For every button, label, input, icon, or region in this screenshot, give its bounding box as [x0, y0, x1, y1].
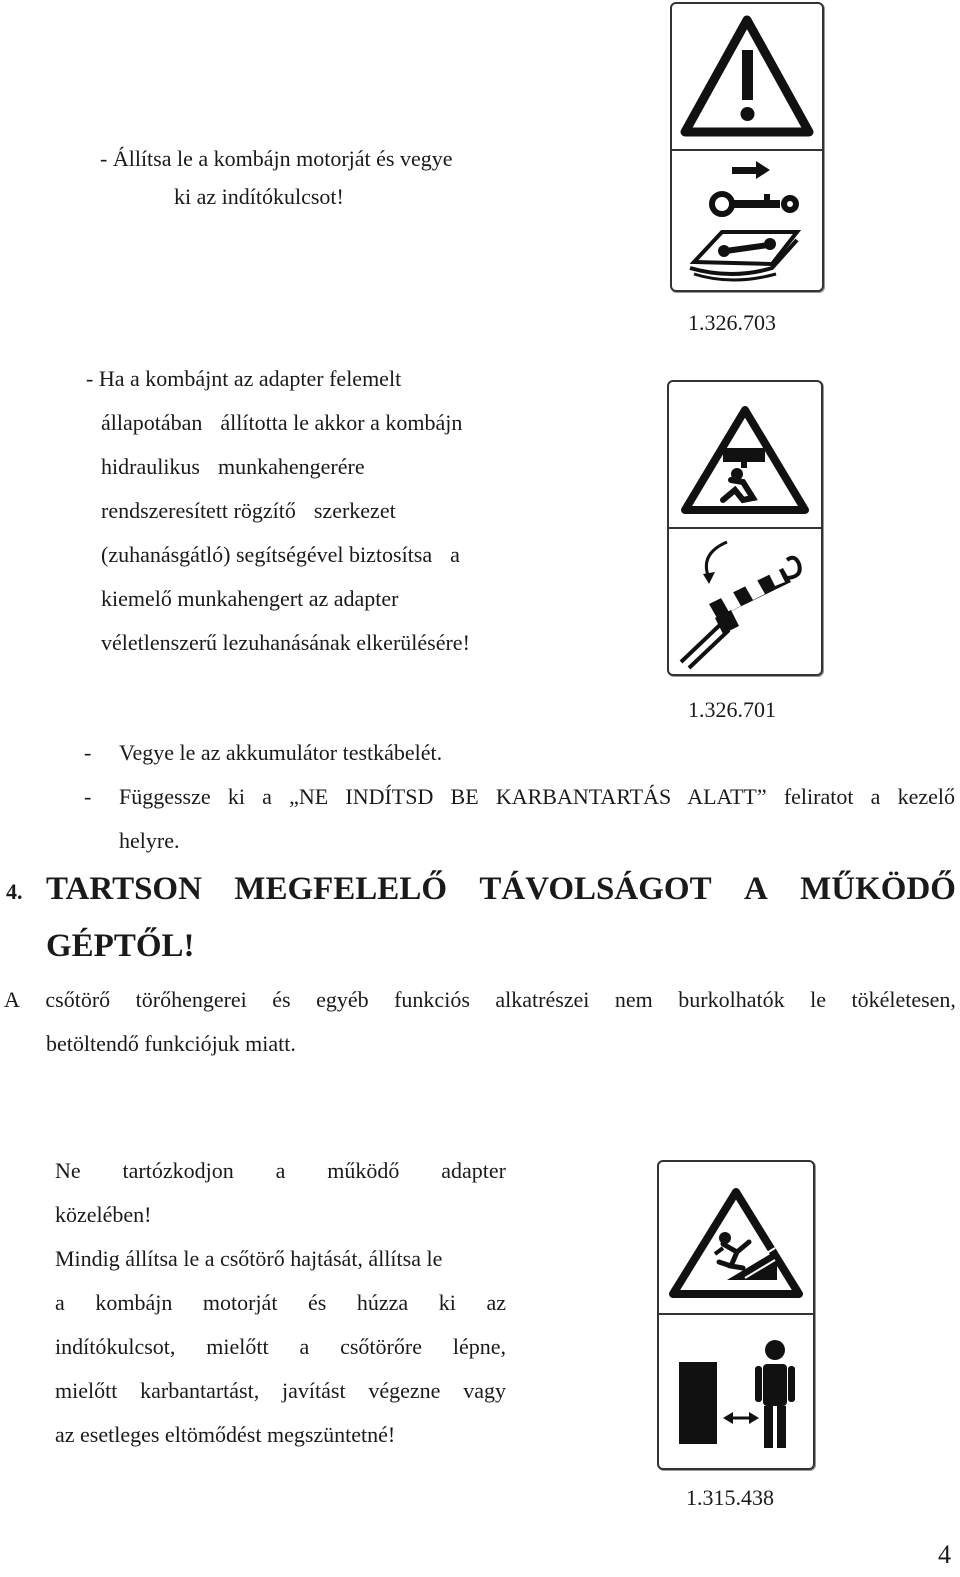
- instruction-lock-line2: [101, 401, 462, 445]
- block3-line: [55, 1369, 506, 1413]
- text-fragment: a: [450, 542, 460, 567]
- sign-code: 1.326.701: [688, 697, 776, 722]
- safety-sign-keep-distance: [657, 1160, 815, 1470]
- section-heading: [46, 861, 956, 917]
- word: az: [486, 1290, 506, 1315]
- word: nem: [614, 987, 653, 1012]
- word: a: [299, 1334, 310, 1359]
- word: kombájn: [95, 1290, 173, 1315]
- word: mielőtt: [55, 1378, 118, 1403]
- heading-word: MEGFELELŐ: [234, 871, 447, 907]
- word: és: [308, 1290, 327, 1315]
- word: húzza: [356, 1290, 409, 1315]
- section-heading-cont: GÉPTŐL!: [46, 928, 195, 964]
- word: a: [275, 1158, 286, 1183]
- block3-line: [55, 1325, 506, 1369]
- arrow-right-icon: [732, 161, 770, 179]
- crush-hazard-icon: [685, 410, 805, 510]
- fall-hazard-icon: [673, 1192, 799, 1294]
- instruction-lock-line4: [101, 489, 396, 533]
- instruction-lock-line6: kiemelő munkahengert az adapter: [101, 586, 399, 611]
- text-fragment: szerkezet: [313, 498, 396, 523]
- word: működő: [327, 1158, 400, 1183]
- page-number: 4: [938, 1540, 951, 1569]
- list-item-battery: Vegye le az akkumulátor testkábelét.: [119, 740, 443, 765]
- text-fragment: rendszeresített rögzítő: [101, 498, 296, 523]
- word: lépne,: [452, 1334, 506, 1359]
- block3-line: Mindig állítsa le a csőtörő hajtását, állítsa le: [55, 1246, 443, 1271]
- block3-line: az esetleges eltömődést megszüntetné!: [55, 1422, 396, 1447]
- block3-line: [55, 1281, 506, 1325]
- block3-line: [55, 1149, 506, 1193]
- text-fragment: (zuhanásgátló) segítségével biztosítsa: [101, 542, 433, 567]
- instruction-lock-line5: [101, 533, 460, 577]
- word: javítást: [282, 1378, 346, 1403]
- word: a: [55, 1290, 65, 1315]
- word: alkatrészei: [495, 987, 590, 1012]
- word: végezne: [368, 1378, 441, 1403]
- word: mielőtt: [206, 1334, 269, 1359]
- instruction-lock-line7: véletlenszerű lezuhanásának elkerülésére!: [101, 630, 470, 655]
- key-icon: [712, 194, 799, 214]
- word: Ne: [55, 1158, 81, 1183]
- word: egyéb: [316, 987, 369, 1012]
- heading-word: MŰKÖDŐ: [800, 871, 956, 907]
- word: burkolhatók: [678, 987, 785, 1012]
- safety-sign-stop-engine: [670, 2, 824, 292]
- word: ki: [438, 1290, 456, 1315]
- text-fragment: munkahengerére: [218, 454, 365, 479]
- word: adapter: [441, 1158, 506, 1183]
- instruction-lock-line1: - Ha a kombájnt az adapter felemelt: [86, 366, 402, 391]
- word: funkciós: [394, 987, 470, 1012]
- sign-code: 1.315.438: [686, 1485, 774, 1510]
- word: tartózkodjon: [122, 1158, 234, 1183]
- text-fragment: állította le akkor a kombájn: [220, 410, 463, 435]
- heading-word: A: [743, 871, 768, 907]
- word: törőhengerei: [135, 987, 247, 1012]
- safe-distance-icon: [679, 1340, 795, 1448]
- list-bullet: -: [84, 740, 92, 765]
- list-item-sign: Függessze ki a „NE INDÍTSD BE KARBANTARTÁS ALATT” feliratot a kezelő: [119, 784, 955, 809]
- cylinder-lock-icon: [681, 542, 800, 668]
- word: tökéletesen,: [851, 987, 956, 1012]
- section-number: 4.: [6, 879, 23, 904]
- word: vagy: [463, 1378, 506, 1403]
- word: csőtörőre: [340, 1334, 422, 1359]
- heading-word: TARTSON: [46, 871, 202, 907]
- paragraph-line: betöltendő funkciójuk miatt.: [46, 1031, 296, 1056]
- word: le: [810, 987, 826, 1012]
- list-bullet: -: [84, 784, 92, 809]
- instruction-stop-engine: - Állítsa le a kombájn motorját és vegye: [100, 146, 453, 171]
- word: motorját: [202, 1290, 278, 1315]
- paragraph-line: [4, 978, 956, 1022]
- word: karbantartást,: [140, 1378, 260, 1403]
- text-fragment: állapotában: [101, 410, 203, 435]
- list-item-sign-cont: helyre.: [119, 828, 180, 853]
- text-fragment: hidraulikus: [101, 454, 200, 479]
- word: A: [4, 987, 20, 1012]
- instruction-stop-engine-cont: ki az indítókulcsot!: [174, 184, 344, 209]
- word: és: [272, 987, 291, 1012]
- block3-line: közelében!: [55, 1202, 152, 1227]
- manual-book-icon: [690, 232, 797, 280]
- word: csőtörő: [45, 987, 111, 1012]
- warning-triangle-icon: [685, 20, 809, 132]
- safety-sign-crush-hazard: [667, 380, 823, 676]
- instruction-lock-line3: [101, 445, 365, 489]
- sign-code: 1.326.703: [688, 310, 776, 335]
- heading-word: TÁVOLSÁGOT: [479, 871, 712, 907]
- word: indítókulcsot,: [55, 1334, 176, 1359]
